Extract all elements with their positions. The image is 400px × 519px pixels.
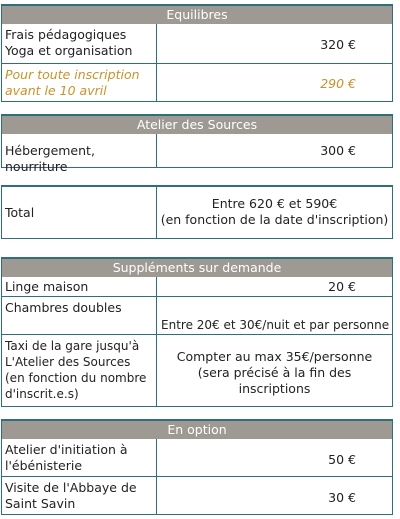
- row-label: Frais pédagogiques Yoga et organisation: [2, 24, 157, 63]
- row-value: 20 €: [328, 279, 356, 294]
- table-row: [1, 297, 393, 335]
- row-value: 50 €: [328, 452, 356, 467]
- table-row: [1, 439, 393, 477]
- table-row: [1, 24, 393, 64]
- row-value-early-bird: 290 €: [320, 76, 356, 91]
- table-atelier: [1, 114, 393, 174]
- section-header-equilibres: Equilibres: [1, 4, 393, 24]
- total-value-line2: (en fonction de la date d'inscription): [160, 212, 389, 227]
- row-label: Atelier d'initiation à l'ébénisterie: [2, 439, 157, 476]
- row-value: 300 €: [320, 143, 356, 158]
- table-row: [1, 134, 393, 174]
- row-label-early-bird: Pour toute inscription avant le 10 avril: [2, 64, 157, 101]
- section-header-atelier: Atelier des Sources: [1, 114, 393, 134]
- row-value: Entre 20€ et 30€/nuit et par personne: [161, 318, 390, 332]
- table-row: [1, 277, 393, 297]
- row-value: 320 €: [320, 37, 356, 52]
- row-label: Chambres doubles: [2, 297, 157, 334]
- row-value: 30 €: [328, 490, 356, 505]
- table-option: [1, 419, 393, 515]
- table-row: [1, 64, 393, 102]
- table-supplements: [1, 257, 393, 407]
- table-row-total: [1, 187, 393, 239]
- row-label: Linge maison: [2, 277, 157, 296]
- row-label: Visite de l'Abbaye de Saint Savin: [2, 477, 157, 514]
- row-label: Taxi de la gare jusqu'à L'Atelier des Sources (en fonction du nombre d'inscrit.e.s): [2, 335, 157, 406]
- section-header-option: En option: [1, 419, 393, 439]
- total-label: Total: [2, 187, 157, 238]
- table-row: [1, 335, 393, 407]
- table-equilibres: [1, 4, 393, 102]
- table-row: [1, 477, 393, 515]
- row-value: Compter au max 35€/personne (sera précisé à la fin des inscriptions: [176, 349, 373, 396]
- total-value-line1: Entre 620 € et 590€: [211, 196, 338, 211]
- table-total: [1, 185, 393, 239]
- row-label: Hébergement, nourriture: [2, 134, 157, 167]
- section-header-supplements: Suppléments sur demande: [1, 257, 393, 277]
- total-value: [157, 187, 392, 238]
